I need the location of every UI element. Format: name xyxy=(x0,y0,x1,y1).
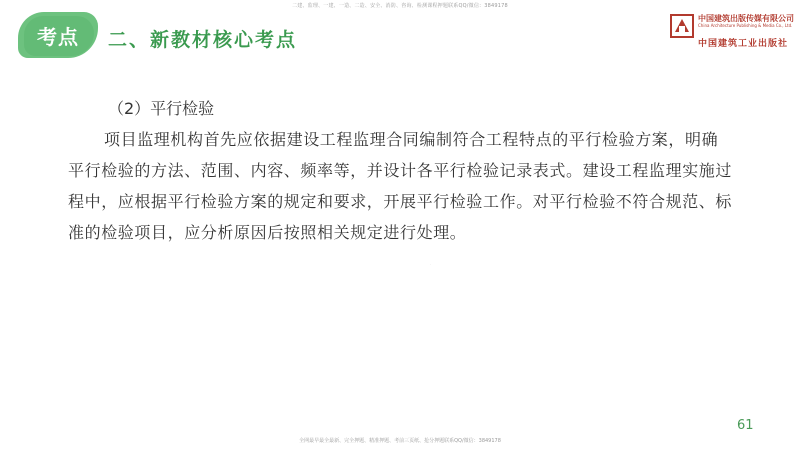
publisher-name-en: China Architecture Publishing & Media Co., Ltd. xyxy=(698,23,793,28)
subheading: （2）平行检验 xyxy=(108,99,215,118)
section-title: 二、新教材核心考点 xyxy=(108,29,298,51)
publisher-calligraphy: 中国建筑工业出版社 xyxy=(698,39,789,49)
page-number: 61 xyxy=(737,418,754,433)
body-paragraph: 项目监理机构首先应依据建设工程监理合同编制符合工程特点的平行检验方案，明确平行检验的方法、范围、内容、频率等，并设计各平行检验记录表式。建设工程监理实施过程中，应根据平行检验方案的规定和要求，开展平行检验工作。对平行检验不符合规范、标准的检验项目，应分析原因后按照相关规定进行处理。 xyxy=(68,130,733,242)
publisher-emblem-icon xyxy=(670,14,694,38)
faint-watermark-mark: · xyxy=(428,262,434,267)
badge-label: 考点 xyxy=(37,25,79,49)
kaodian-badge xyxy=(18,12,98,58)
publisher-logo xyxy=(670,12,794,48)
bottom-watermark: 全网最早最全最新、完全押题、精准押题、考前三页纸、抢分押题联系QQ/微信：3849178 xyxy=(299,438,501,444)
top-watermark: 二建、监理、一建、一造、二造、安全、消防、咨询、检测课程押题联系QQ/微信：3849178 xyxy=(292,3,508,9)
body-paragraph-block xyxy=(68,124,733,248)
publisher-name-cn: 中国建筑出版传媒有限公司 xyxy=(698,14,794,23)
